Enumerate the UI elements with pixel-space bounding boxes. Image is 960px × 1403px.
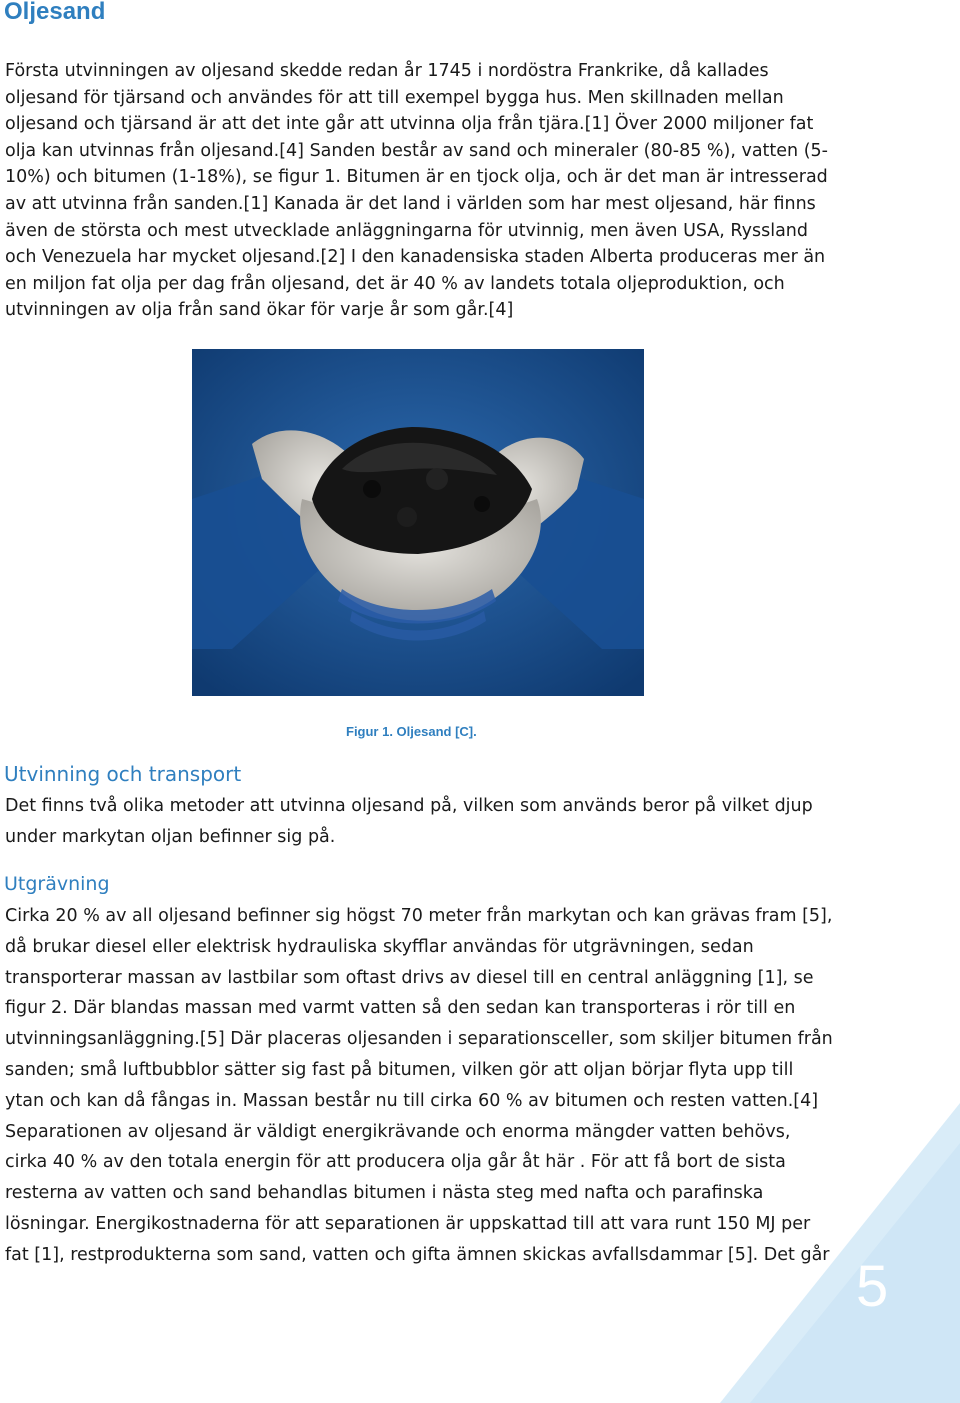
- subsection-paragraph: Cirka 20 % av all oljesand befinner sig högst 70 meter från markytan och kan grävas fram [5], då brukar diesel eller elektrisk hydrauliska skyfflar användas för utgrävningen, sedan transporterar massan av lastbilar som oftast drivs av diesel till en central anläggning [1], se figur 2. Där blandas massan med varmt vatten så den sedan kan transporteras i rör till en utvinningsanläggning.[5] Där placeras oljesanden i separationsceller, som skiljer bitumen från sanden; små luftbubblor sätter sig fast på bitumen, vilken gör att oljan börjar flyta upp till ytan och kan då fångas in. Massan består nu till cirka 60 % av bitumen och resten vatten.[4] Separationen av oljesand är väldigt energikrävande och enorma mängder vatten behövs, cirka 40 % av den totala energin för att producera olja går åt här . För att få bort de sista resterna av vatten och sand behandlas bitumen i nästa steg med nafta och parafinska lösningar. Energikostnaderna för att separationen är uppskattad till att vara runt 150 MJ per fat [1], restprodukterna som sand, vatten och gifta ämnen skickas avfallsdammar [5]. Det går: [5, 906, 833, 1265]
- corner-decoration: [720, 1103, 960, 1403]
- intro-paragraph: Första utvinningen av oljesand skedde redan år 1745 i nordöstra Frankrike, då kallades oljesand för tjärsand och användes för att till exempel bygga hus. Men skillnaden mellan oljesand och tjärsand är att det inte går att utvinna olja från tjära.[1] Över 2000 miljoner fat olja kan utvinnas från oljesand.[4] Sanden består av sand och mineraler (80-85 %), vatten (5-10%) och bitumen (1-18%), se figur 1. Bitumen är en tjock olja, och är det man är intresserad av att utvinna från sanden.[1] Kanada är det land i världen som har mest oljesand, här finns även de största och mest utvecklade anläggningarna för utvinnig, men även USA, Ryssland och Venezuela har mycket oljesand.[2] I den kanadensiska staden Alberta produceras mer än en miljon fat olja per dag från oljesand, det är 40 % av landets totala oljeproduktion, och utvinningen av olja från sand ökar för varje år som går.[4]: [5, 61, 828, 321]
- section-heading: Utvinning och transport: [4, 762, 242, 786]
- oil-sand-photo: [192, 349, 644, 696]
- page-title: Oljesand: [4, 0, 106, 25]
- subsection-heading: Utgrävning: [4, 873, 110, 895]
- figure-caption: Figur 1. Oljesand [C].: [346, 724, 477, 739]
- photo-illustration: [192, 349, 644, 696]
- section-paragraph: Det finns två olika metoder att utvinna oljesand på, vilken som används beror på vilket djup under markytan oljan befinner sig på.: [5, 796, 813, 847]
- page-number: 5: [856, 1254, 889, 1319]
